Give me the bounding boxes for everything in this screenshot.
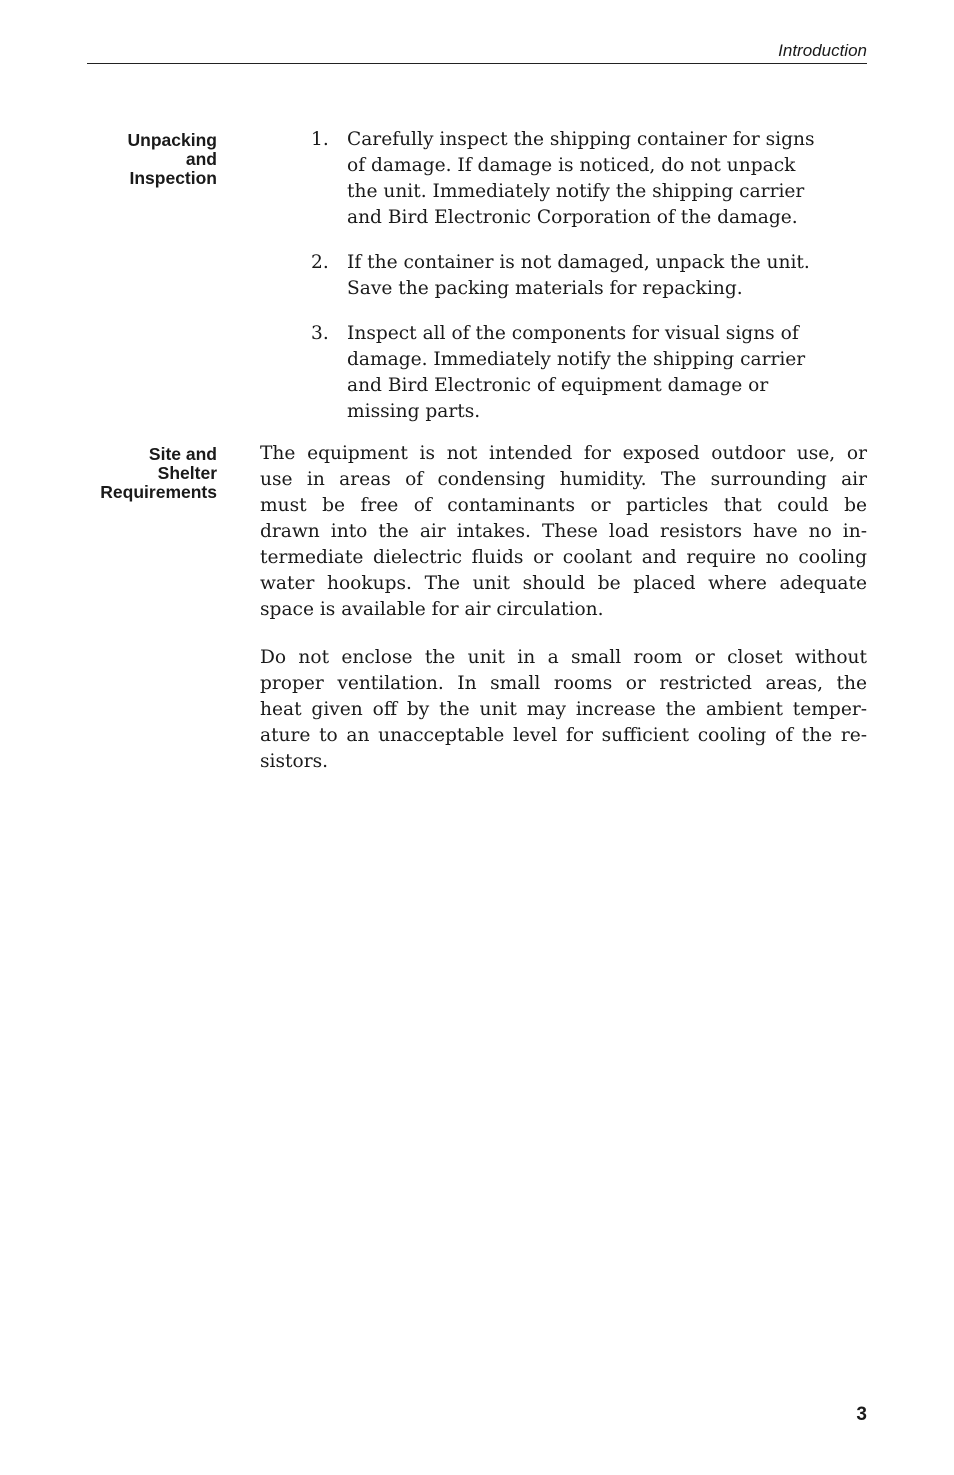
unpacking-steps-list xyxy=(311,127,871,444)
list-item xyxy=(311,321,871,425)
paragraph-line: space is available for air circulation. xyxy=(260,599,604,620)
heading-line: Unpacking xyxy=(127,130,217,150)
step-text-line: of damage. If damage is noticed, do not unpack xyxy=(347,155,796,176)
paragraph xyxy=(260,645,867,775)
step-number: 3. xyxy=(311,323,329,344)
unpacking-heading xyxy=(60,131,217,188)
paragraph-line: proper ventilation. In small rooms or restricted areas, the xyxy=(260,673,867,694)
paragraph-line: sistors. xyxy=(260,751,329,772)
paragraph-line: water hookups. The unit should be placed where adequate xyxy=(260,573,867,594)
heading-line: Inspection xyxy=(129,168,217,188)
step-number: 1. xyxy=(311,129,329,150)
paragraph xyxy=(260,441,867,623)
paragraph-line: heat given off by the unit may increase the ambient temper- xyxy=(260,699,867,720)
site-shelter-heading xyxy=(60,445,217,502)
step-text-line: Inspect all of the components for visual signs of xyxy=(347,323,799,344)
running-header xyxy=(87,40,867,64)
page-number: 3 xyxy=(856,1404,867,1425)
step-text-line: Save the packing materials for repacking. xyxy=(347,278,743,299)
paragraph-line: drawn into the air intakes. These load resistors have no in- xyxy=(260,521,867,542)
list-item xyxy=(311,127,871,231)
step-text-line: the unit. Immediately notify the shipping carrier xyxy=(347,181,805,202)
heading-line: Requirements xyxy=(100,482,217,502)
heading-line: Shelter xyxy=(157,463,217,483)
paragraph-line: The equipment is not intended for exposed outdoor use, or xyxy=(260,443,867,464)
heading-line: Site and xyxy=(148,444,217,464)
step-text-line: missing parts. xyxy=(347,401,481,422)
paragraph-line: must be free of contaminants or particles that could be xyxy=(260,495,867,516)
step-text-line: Carefully inspect the shipping container for signs xyxy=(347,129,815,150)
paragraph-line: Do not enclose the unit in a small room or closet without xyxy=(260,647,867,668)
step-text-line: and Bird Electronic of equipment damage or xyxy=(347,375,769,396)
list-item xyxy=(311,250,871,302)
step-text-line: damage. Immediately notify the shipping carrier xyxy=(347,349,806,370)
paragraph-line: termediate dielectric fluids or coolant and require no cooling xyxy=(260,547,867,568)
heading-line: and xyxy=(185,149,217,169)
paragraph-line: use in areas of condensing humidity. The surrounding air xyxy=(260,469,867,490)
paragraph-line: ature to an unacceptable level for sufficient cooling of the re- xyxy=(260,725,867,746)
step-number: 2. xyxy=(311,252,329,273)
step-text-line: If the container is not damaged, unpack the unit. xyxy=(347,252,810,273)
site-requirements-body xyxy=(260,441,867,797)
step-text-line: and Bird Electronic Corporation of the damage. xyxy=(347,207,798,228)
header-section-title: Introduction xyxy=(778,41,867,60)
